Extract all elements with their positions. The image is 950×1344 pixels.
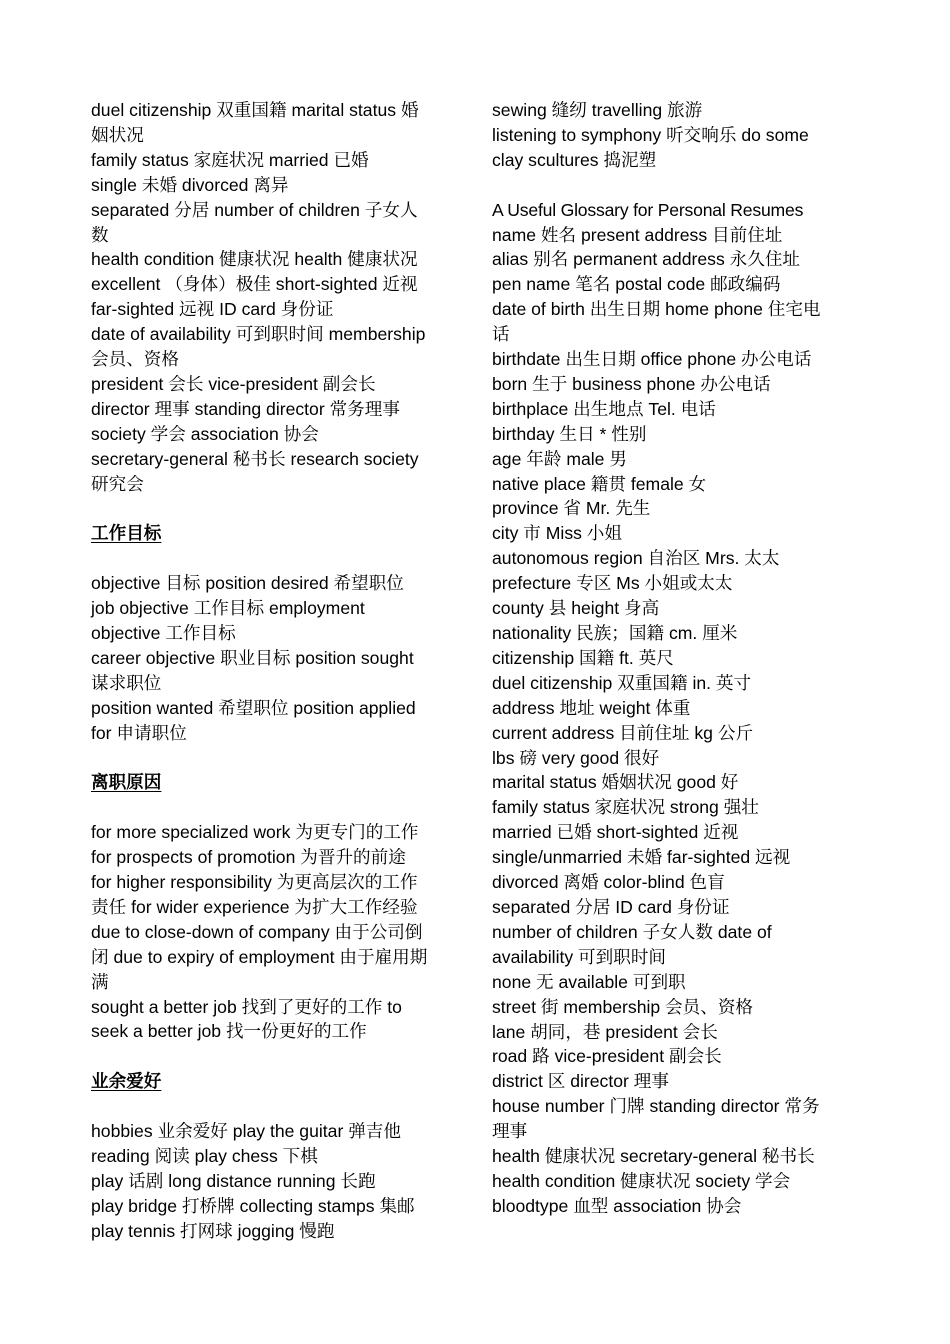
- section-heading-leaving: 离职原因: [91, 772, 162, 793]
- text-line: 责任 for wider experience 为扩大工作经验: [91, 896, 418, 917]
- spacer: [91, 546, 463, 571]
- text-line: native place 籍贯 female 女: [492, 473, 707, 494]
- text-line: 研究会: [91, 473, 144, 494]
- text-line: lane 胡同，巷 president 会长: [492, 1021, 718, 1042]
- text-line: for higher responsibility 为更高层次的工作: [91, 872, 418, 893]
- text-line: duel citizenship 双重国籍 marital status 婚: [91, 100, 419, 120]
- text-line: birthdate 出生日期 office phone 办公电话: [492, 349, 812, 370]
- text-line: reading 阅读 play chess 下棋: [91, 1145, 318, 1166]
- section-heading-hobbies: 业余爱好: [91, 1071, 162, 1092]
- text-line: sought a better job 找到了更好的工作 to: [91, 996, 402, 1017]
- left-top-block: [91, 98, 463, 497]
- text-line: excellent （身体）极佳 short-sighted 近视: [91, 274, 418, 295]
- text-line: health condition 健康状况 health 健康状况: [91, 249, 418, 270]
- text-line: province 省 Mr. 先生: [492, 498, 651, 519]
- text-line: street 街 membership 会员、资格: [492, 996, 754, 1017]
- text-line: city 市 Miss 小姐: [492, 523, 622, 544]
- text-line: bloodtype 血型 association 协会: [492, 1195, 742, 1216]
- text-line: birthday 生日 * 性别: [492, 423, 647, 444]
- left-column: [91, 98, 463, 1244]
- text-line: date of availability 可到职时间 membership: [91, 324, 426, 345]
- text-line: for 申请职位: [91, 722, 187, 743]
- text-line: clay scultures 捣泥塑: [492, 149, 657, 170]
- text-line: availability 可到职时间: [492, 946, 667, 967]
- text-line: alias 别名 permanent address 永久住址: [492, 249, 801, 270]
- text-line: sewing 缝纫 travelling 旅游: [492, 100, 703, 120]
- text-line: director 理事 standing director 常务理事: [91, 398, 400, 419]
- text-line: name 姓名 present address 目前住址: [492, 224, 783, 245]
- text-line: separated 分居 ID card 身份证: [492, 896, 730, 917]
- text-line: current address 目前住址 kg 公斤: [492, 722, 754, 743]
- text-line: single 未婚 divorced 离异: [91, 174, 289, 195]
- text-line: marital status 婚姻状况 good 好: [492, 772, 739, 793]
- text-line: 数: [91, 224, 109, 245]
- text-line: number of children 子女人数 date of: [492, 921, 772, 942]
- right-top-block: [492, 98, 854, 173]
- text-line: seek a better job 找一份更好的工作: [91, 1021, 367, 1042]
- text-line: 姻状况: [91, 124, 144, 145]
- spacer: [91, 497, 463, 522]
- hobbies-block: [91, 1119, 463, 1244]
- glossary-title: A Useful Glossary for Personal Resumes: [492, 199, 804, 220]
- text-line: age 年龄 male 男: [492, 448, 627, 469]
- text-line: objective 目标 position desired 希望职位: [91, 573, 404, 594]
- text-line: county 县 height 身高: [492, 598, 660, 619]
- text-line: duel citizenship 双重国籍 in. 英寸: [492, 672, 752, 693]
- text-line: for prospects of promotion 为晋升的前途: [91, 847, 406, 868]
- glossary-block: [492, 223, 854, 1219]
- text-line: autonomous region 自治区 Mrs. 太太: [492, 548, 780, 569]
- text-line: prefecture 专区 Ms 小姐或太太: [492, 573, 733, 594]
- text-line: married 已婚 short-sighted 近视: [492, 822, 739, 843]
- text-line: date of birth 出生日期 home phone 住宅电: [492, 299, 821, 320]
- spacer: [91, 746, 463, 771]
- right-column: [492, 98, 854, 1219]
- text-line: far-sighted 远视 ID card 身份证: [91, 299, 334, 320]
- text-line: house number 门牌 standing director 常务: [492, 1096, 820, 1117]
- text-line: position wanted 希望职位 position applied: [91, 697, 416, 718]
- text-line: 谋求职位: [91, 672, 162, 693]
- text-line: pen name 笔名 postal code 邮政编码: [492, 274, 781, 295]
- text-line: none 无 available 可到职: [492, 971, 686, 992]
- text-line: society 学会 association 协会: [91, 423, 319, 444]
- objective-block: [91, 571, 463, 745]
- spacer: [91, 1094, 463, 1119]
- text-line: 满: [91, 971, 109, 992]
- text-line: health condition 健康状况 society 学会: [492, 1170, 791, 1191]
- text-line: citizenship 国籍 ft. 英尺: [492, 647, 674, 668]
- text-line: job objective 工作目标 employment: [91, 598, 365, 619]
- text-line: single/unmarried 未婚 far-sighted 远视: [492, 847, 791, 868]
- text-line: 会员、资格: [91, 349, 179, 370]
- text-line: nationality 民族；国籍 cm. 厘米: [492, 623, 738, 644]
- text-line: lbs 磅 very good 很好: [492, 747, 660, 768]
- section-heading-objective: 工作目标: [91, 523, 162, 544]
- text-line: family status 家庭状况 married 已婚: [91, 149, 369, 170]
- text-line: play 话剧 long distance running 长跑: [91, 1170, 376, 1191]
- text-line: 理事: [492, 1121, 528, 1142]
- text-line: play bridge 打桥牌 collecting stamps 集邮: [91, 1195, 415, 1216]
- text-line: for more specialized work 为更专门的工作: [91, 822, 419, 843]
- text-line: separated 分居 number of children 子女人: [91, 199, 418, 220]
- spacer: [492, 173, 854, 198]
- text-line: hobbies 业余爱好 play the guitar 弹吉他: [91, 1121, 401, 1142]
- text-line: health 健康状况 secretary-general 秘书长: [492, 1146, 815, 1167]
- text-line: family status 家庭状况 strong 强壮: [492, 797, 759, 818]
- text-line: secretary-general 秘书长 research society: [91, 448, 419, 469]
- text-line: address 地址 weight 体重: [492, 697, 691, 718]
- text-line: divorced 离婚 color-blind 色盲: [492, 872, 725, 893]
- leaving-block: [91, 820, 463, 1044]
- text-line: 闭 due to expiry of employment 由于雇用期: [91, 946, 428, 967]
- spacer: [91, 1044, 463, 1069]
- text-line: objective 工作目标: [91, 623, 236, 643]
- text-line: due to close-down of company 由于公司倒: [91, 921, 423, 942]
- text-line: play tennis 打网球 jogging 慢跑: [91, 1220, 335, 1241]
- text-line: road 路 vice-president 副会长: [492, 1046, 722, 1067]
- text-line: listening to symphony 听交响乐 do some: [492, 124, 809, 145]
- text-line: president 会长 vice-president 副会长: [91, 373, 376, 394]
- text-line: born 生于 business phone 办公电话: [492, 373, 771, 394]
- text-line: district 区 director 理事: [492, 1071, 669, 1092]
- text-line: 话: [492, 324, 510, 345]
- text-line: career objective 职业目标 position sought: [91, 647, 414, 668]
- spacer: [91, 795, 463, 820]
- text-line: birthplace 出生地点 Tel. 电话: [492, 398, 716, 419]
